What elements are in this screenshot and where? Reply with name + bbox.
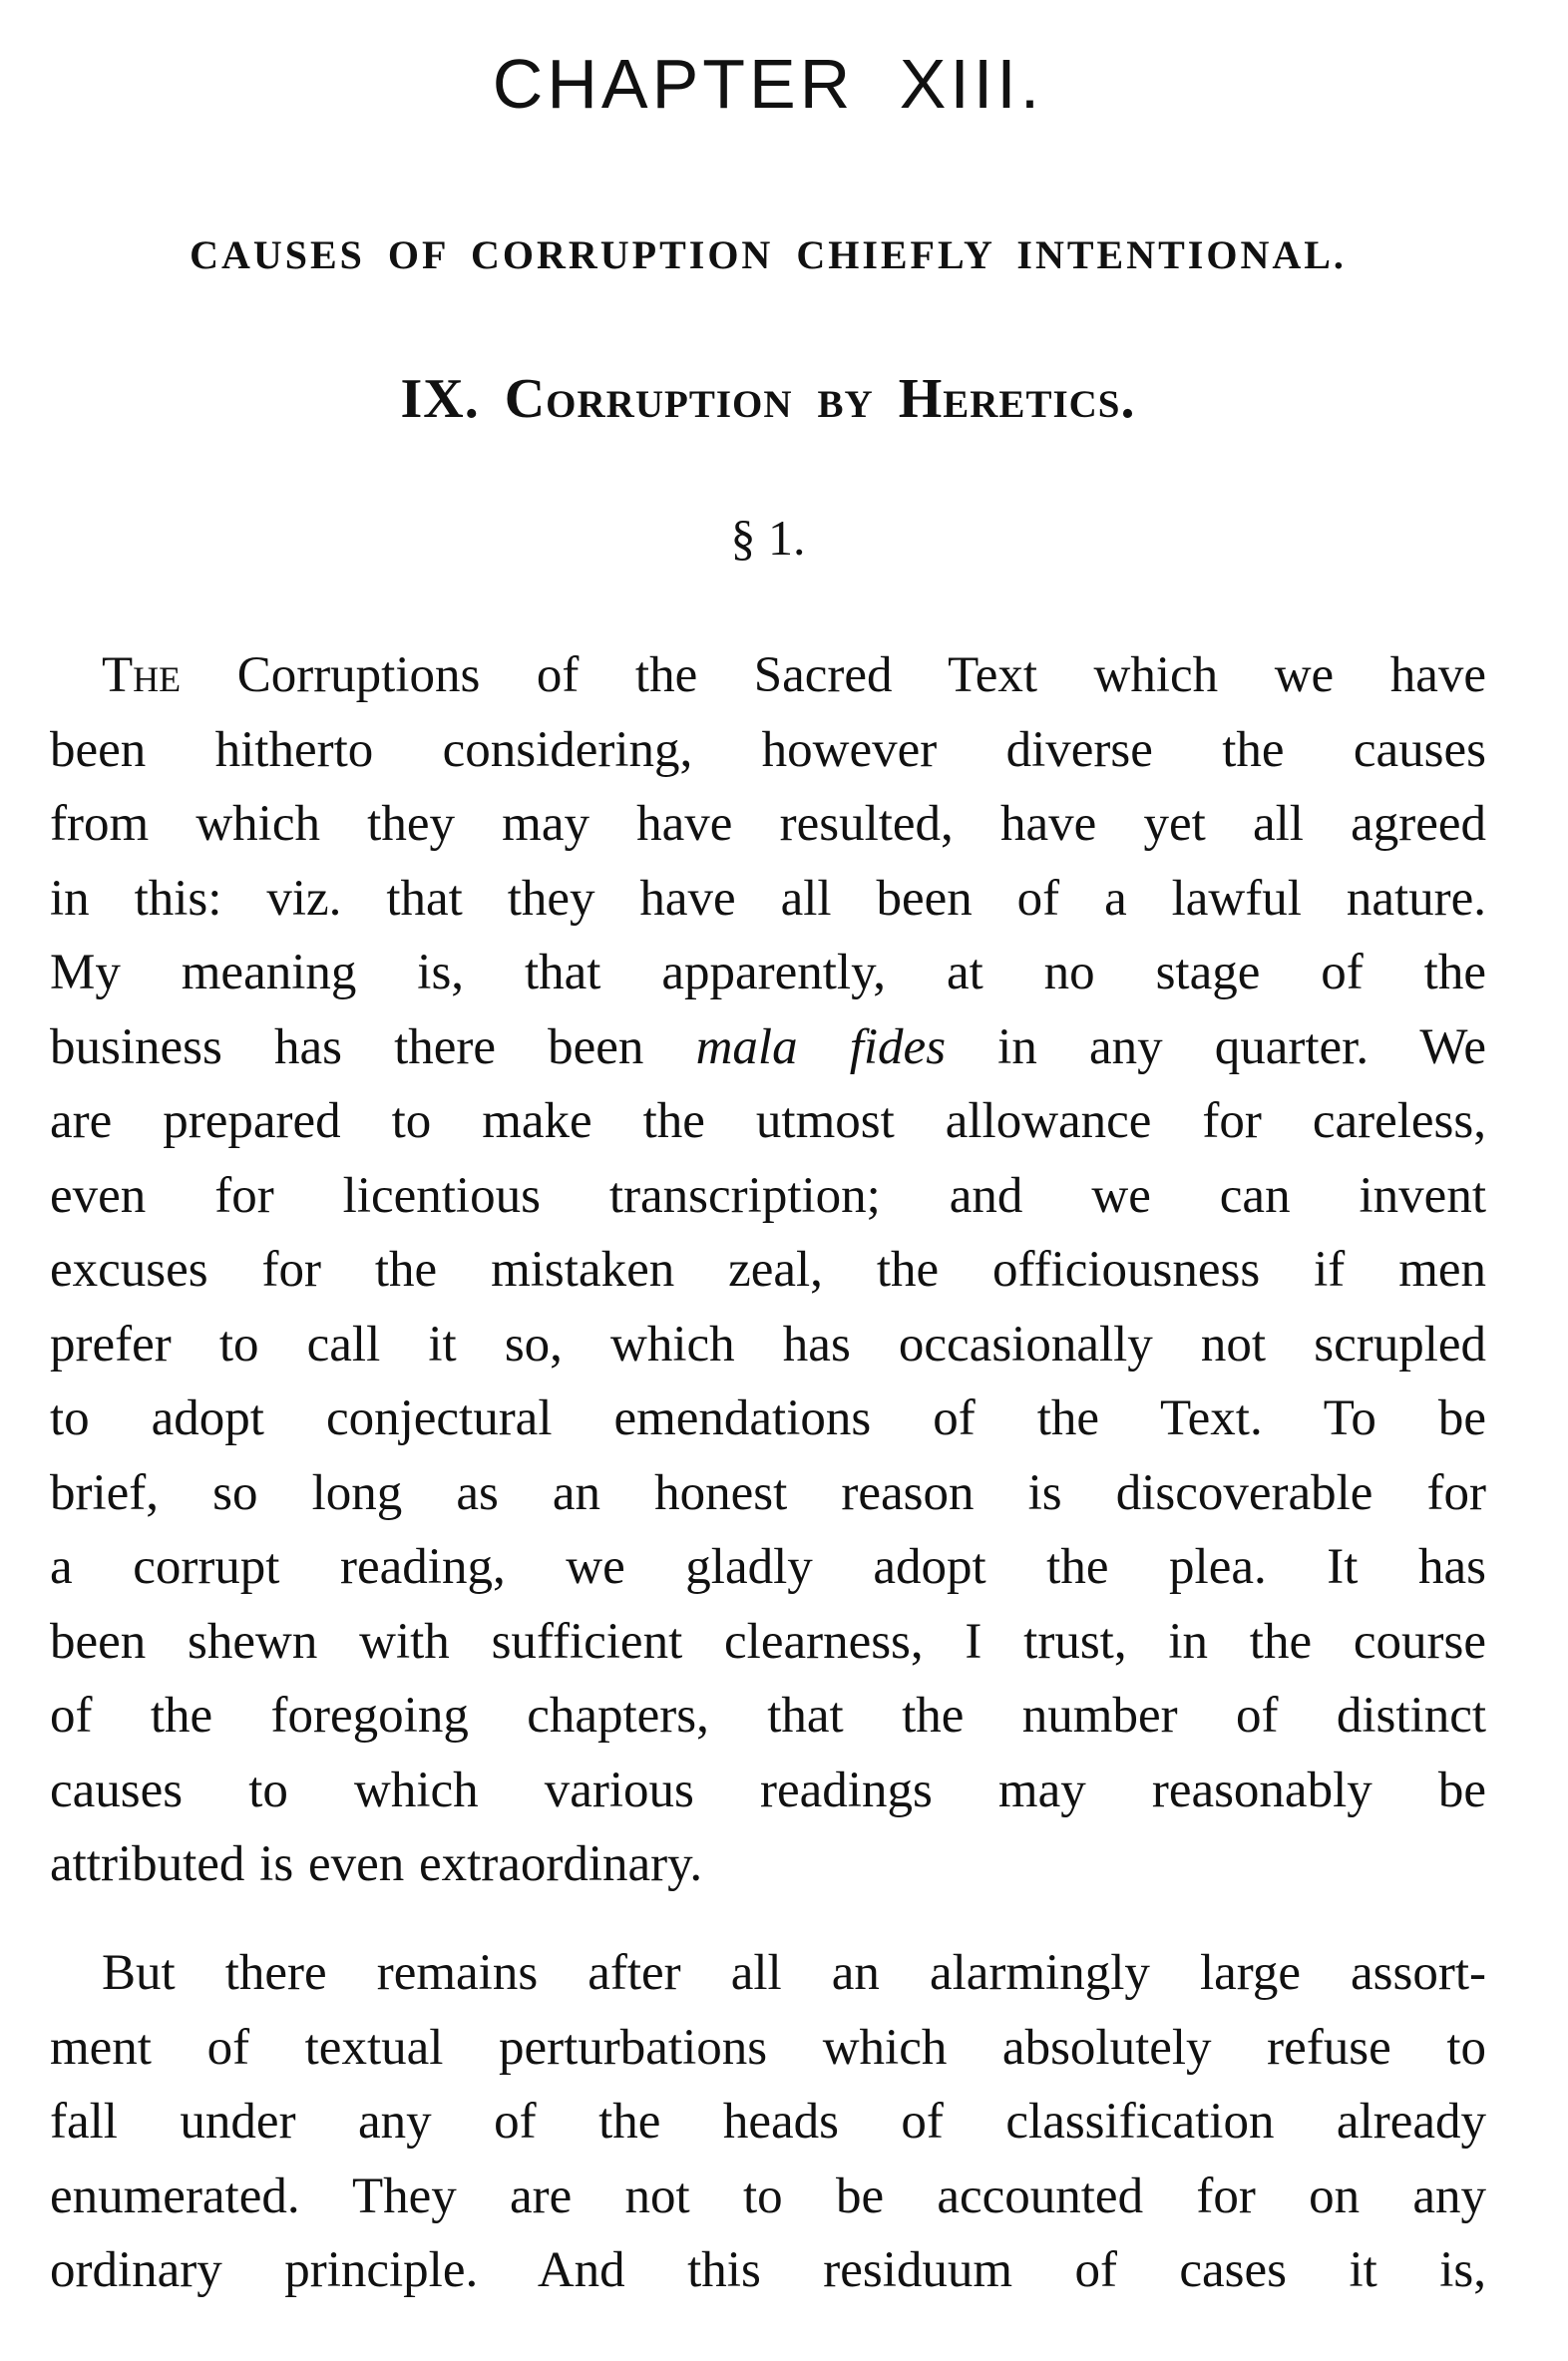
paragraph-1: [50, 638, 1486, 1902]
text-line: [50, 638, 1486, 713]
text-line: [50, 1010, 1486, 1085]
text-line: My meaning is, that apparently, at no stage of the: [50, 945, 1486, 1000]
paragraph-2: [50, 1936, 1486, 2308]
text-line: excuses for the mistaken zeal, the officiousness if men: [50, 1242, 1486, 1298]
section-heading: CAUSES OF CORRUPTION CHIEFLY INTENTIONAL.: [190, 232, 1347, 277]
text-line: to adopt conjectural emendations of the Text. To be: [50, 1390, 1486, 1446]
chapter-title: CHAPTER XIII.: [492, 45, 1044, 123]
text-line: prefer to call it so, which has occasionally not scrupled: [50, 1316, 1486, 1373]
subsection-heading: IX. Corruption by Heretics.: [400, 368, 1136, 430]
text-line: even for licentious transcription; and we can invent: [50, 1167, 1486, 1224]
italic-phrase: mala fides: [695, 1018, 947, 1075]
lead-word: The: [102, 647, 182, 703]
text-line: ordinary principle. And this residuum of cases it is,: [50, 2242, 1486, 2298]
text-segment: in any quarter. We: [946, 1018, 1487, 1075]
text-line: fall under any of the heads of classification already: [50, 2094, 1486, 2150]
text-line: ment of textual perturbations which absolutely refuse to: [50, 2019, 1486, 2076]
text-segment: business has there been: [50, 1018, 696, 1075]
text-line: enumerated. They are not to be accounted for on any: [50, 2167, 1486, 2224]
text-segment: Corruptions of the Sacred Text which we have: [181, 647, 1486, 703]
text-line: attributed is even extraordinary.: [50, 1836, 703, 1892]
text-line: causes to which various readings may reasonably be: [50, 1762, 1486, 1818]
text-line: been shewn with sufficient clearness, I trust, in the course: [50, 1613, 1486, 1670]
text-line: But there remains after all an alarmingly large assort-: [102, 1945, 1486, 2001]
text-line: are prepared to make the utmost allowance for careless,: [50, 1093, 1486, 1149]
text-line: a corrupt reading, we gladly adopt the plea. It has: [50, 1539, 1486, 1595]
text-line: brief, so long as an honest reason is discoverable for: [50, 1464, 1486, 1521]
text-line: from which they may have resulted, have yet all agreed: [50, 796, 1486, 852]
text-line: in this: viz. that they have all been of a lawful nature.: [50, 870, 1486, 927]
section-mark: § 1.: [730, 510, 806, 566]
text-line: been hitherto considering, however diverse the causes: [50, 721, 1486, 778]
text-line: of the foregoing chapters, that the number of distinct: [50, 1688, 1486, 1744]
